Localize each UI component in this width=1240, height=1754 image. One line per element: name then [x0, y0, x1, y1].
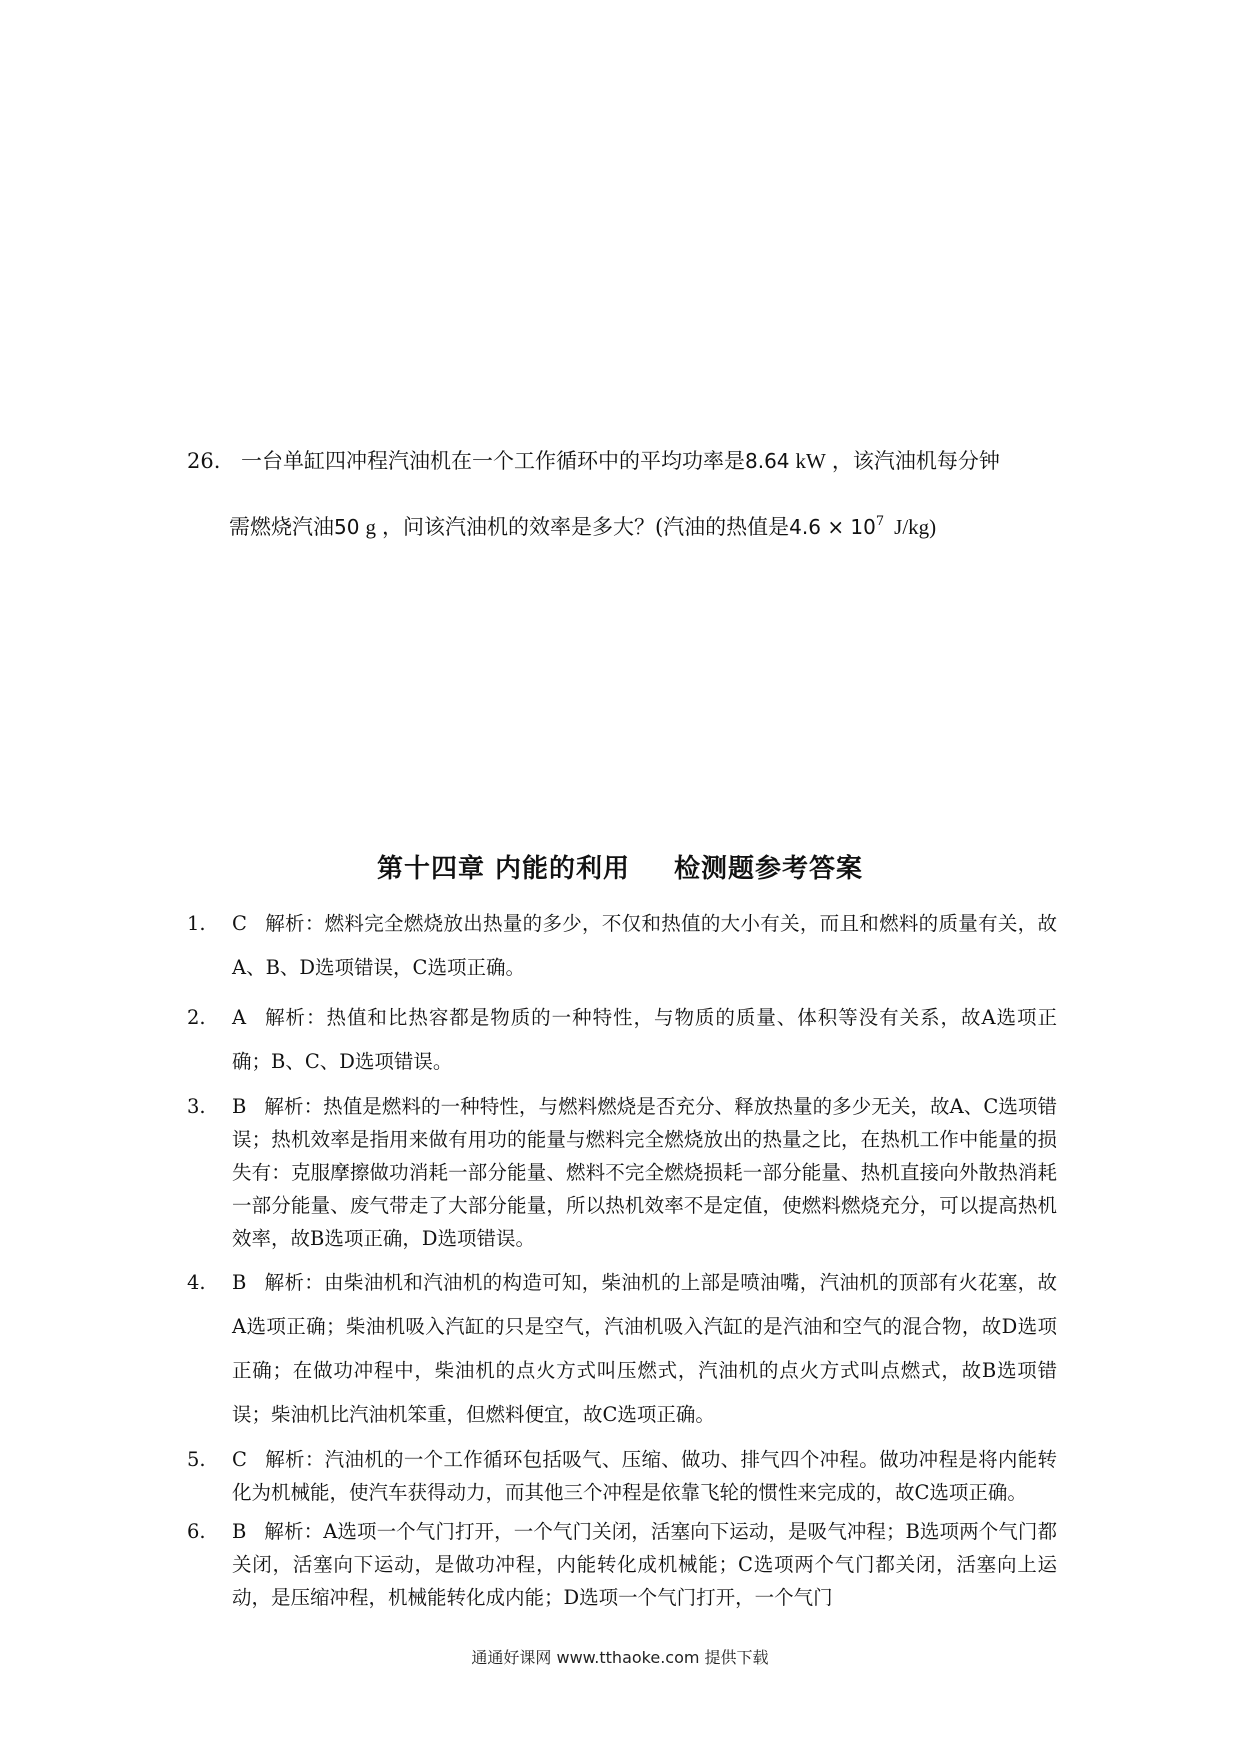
answer-text: 解析：热值是燃料的一种特性，与燃料燃烧是否充分、释放热量的多少无关，故A、C选项错误；热机效率是指用来做有用功的能量与燃料完全燃烧放出的热量之比，在热机工作中能量的损失有：克服摩擦做功消耗一部分能量、燃料不完全燃烧损耗一部分能量、热机直接向外散热消耗一部分能量、废气带走了大部分能量，所以热机效率不是定值，使燃料燃烧充分，可以提高热机效率，故B选项正确，D选项错误。 — [232, 1095, 1057, 1250]
answer-number: 5. — [187, 1448, 206, 1471]
answer-choice: A — [232, 1006, 247, 1029]
question-26 — [187, 428, 1067, 560]
answer-item — [187, 902, 1057, 990]
answer-choice: B — [232, 1271, 247, 1294]
answer-text: 解析：A选项一个气门打开，一个气门关闭，活塞向下运动，是吸气冲程；B选项两个气门都关闭，活塞向下运动，是做功冲程，内能转化成机械能；C选项两个气门都关闭，活塞向上运动，是压缩冲程，机械能转化成内能；D选项一个气门打开，一个气门 — [232, 1520, 1057, 1609]
chapter-title — [0, 848, 1240, 885]
chapter-title-sub: 检测题参考答案 — [674, 854, 864, 884]
answer-number: 6. — [187, 1520, 206, 1543]
power-value: 8.64 — [745, 449, 790, 473]
mass-value: 50 — [334, 515, 360, 539]
question-line-1 — [187, 428, 1067, 494]
page-footer: 通通好课网 www.tthaoke.com 提供下载 — [471, 1648, 769, 1667]
answer-number: 4. — [187, 1271, 206, 1294]
answer-item — [187, 996, 1057, 1084]
question-text: ，该汽油机每分钟 — [831, 449, 1000, 473]
question-text: ，问该汽油机的效率是多大？(汽油的热值是 — [381, 515, 790, 539]
answer-text: 解析：汽油机的一个工作循环包括吸气、压缩、做功、排气四个冲程。做功冲程是将内能转化为机械能，使汽车获得动力，而其他三个冲程是依靠飞轮的惯性来完成的，故C选项正确。 — [232, 1448, 1057, 1504]
answer-item — [187, 1515, 1057, 1614]
answer-item — [187, 1443, 1057, 1509]
question-text: 一台单缸四冲程汽油机在一个工作循环中的平均功率是 — [241, 449, 745, 473]
question-text: 需燃烧汽油 — [229, 515, 334, 539]
question-number: 26. — [187, 449, 221, 473]
answer-text: 解析：热值和比热容都是物质的一种特性，与物质的质量、体积等没有关系，故A选项正确；B、C、D选项错误。 — [232, 1006, 1057, 1073]
answer-number: 3. — [187, 1095, 206, 1118]
answer-number: 1. — [187, 912, 206, 935]
chapter-title-main: 第十四章 内能的利用 — [376, 854, 631, 884]
answer-choice: B — [232, 1520, 247, 1543]
question-line-2 — [187, 494, 1067, 560]
mass-unit: g — [365, 515, 376, 539]
answer-text: 解析：由柴油机和汽油机的构造可知，柴油机的上部是喷油嘴，汽油机的顶部有火花塞，故A选项正确；柴油机吸入汽缸的只是空气，汽油机吸入汽缸的是汽油和空气的混合物，故D选项正确；在做功冲程中，柴油机的点火方式叫压燃式，汽油机的点火方式叫点燃式，故B选项错误；柴油机比汽油机笨重，但燃料便宜，故C选项正确。 — [232, 1271, 1057, 1426]
answer-item — [187, 1090, 1057, 1255]
heat-value-unit: J/kg) — [894, 515, 937, 539]
power-unit: kW — [795, 449, 826, 473]
answer-choice: C — [232, 912, 247, 935]
answer-choice: C — [232, 1448, 247, 1471]
answer-choice: B — [232, 1095, 247, 1118]
answer-text: 解析：燃料完全燃烧放出热量的多少，不仅和热值的大小有关，而且和燃料的质量有关，故A、B、D选项错误，C选项正确。 — [232, 912, 1057, 979]
answer-list — [187, 902, 1057, 1620]
answer-number: 2. — [187, 1006, 206, 1029]
heat-value-exponent: 7 — [875, 514, 885, 529]
heat-value: 4.6 × 10 — [789, 515, 876, 539]
answer-item — [187, 1261, 1057, 1437]
